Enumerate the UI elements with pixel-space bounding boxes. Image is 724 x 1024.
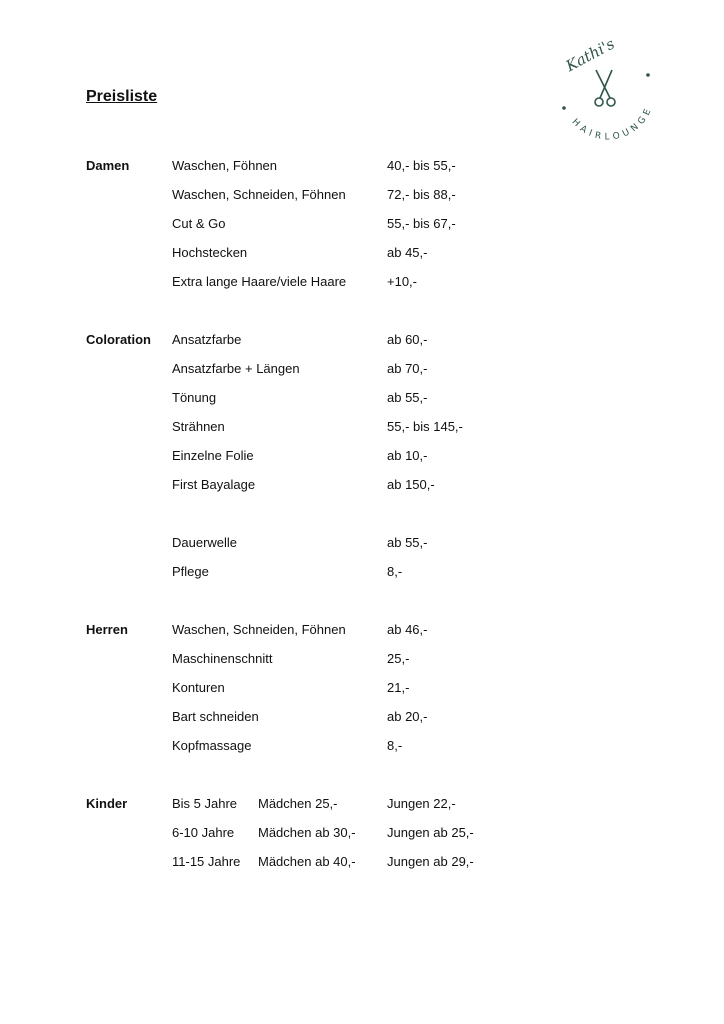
- category-label: Damen: [86, 158, 130, 173]
- service-name: Tönung: [172, 390, 217, 405]
- damen-row: [0, 243, 724, 263]
- category-label: Coloration: [86, 332, 151, 347]
- kathis-hairlounge-logo: [550, 30, 670, 150]
- service-name: Strähnen: [172, 419, 225, 434]
- service-name: Einzelne Folie: [172, 448, 254, 463]
- service-name: Waschen, Föhnen: [172, 158, 278, 173]
- kinder-row: [0, 852, 724, 872]
- service-price: ab 46,-: [387, 622, 428, 637]
- service-name: Cut & Go: [172, 216, 226, 231]
- service-price: 72,- bis 88,-: [387, 187, 456, 202]
- logo-script-text: Kathi's: [562, 34, 618, 76]
- service-price: ab 55,-: [387, 535, 428, 550]
- herren-row: [0, 678, 724, 698]
- category-label: Herren: [86, 622, 128, 637]
- service-name: Dauerwelle: [172, 535, 238, 550]
- service-price: ab 60,-: [387, 332, 428, 347]
- boys-price: Jungen ab 29,-: [387, 854, 474, 869]
- girls-price: Mädchen ab 40,-: [258, 854, 356, 869]
- service-price: ab 20,-: [387, 709, 428, 724]
- girls-price: Mädchen 25,-: [258, 796, 338, 811]
- herren-row: [0, 620, 724, 640]
- damen-row: [0, 272, 724, 292]
- other-service-row: [0, 533, 724, 553]
- herren-row: [0, 736, 724, 756]
- service-price: ab 55,-: [387, 390, 428, 405]
- service-name: Pflege: [172, 564, 209, 579]
- service-name: Bart schneiden: [172, 709, 259, 724]
- service-price: 55,- bis 145,-: [387, 419, 463, 434]
- service-price: 25,-: [387, 651, 410, 666]
- coloration-row: [0, 359, 724, 379]
- coloration-row: [0, 330, 724, 350]
- service-price: 40,- bis 55,-: [387, 158, 456, 173]
- other-service-row: [0, 562, 724, 582]
- scissors-icon: [595, 70, 615, 106]
- coloration-row: [0, 475, 724, 495]
- age-group: 11-15 Jahre: [172, 854, 241, 869]
- service-price: ab 70,-: [387, 361, 428, 376]
- damen-row: [0, 214, 724, 234]
- service-name: Ansatzfarbe: [172, 332, 242, 347]
- service-price: 55,- bis 67,-: [387, 216, 456, 231]
- service-name: First Bayalage: [172, 477, 256, 492]
- kinder-row: [0, 794, 724, 814]
- age-group: 6-10 Jahre: [172, 825, 235, 840]
- category-label: Kinder: [86, 796, 128, 811]
- logo-arc-text: HAIRLOUNGE: [569, 104, 655, 143]
- page-title: Preisliste: [86, 88, 158, 105]
- service-price: ab 150,-: [387, 477, 435, 492]
- girls-price: Mädchen ab 30,-: [258, 825, 356, 840]
- service-name: Maschinenschnitt: [172, 651, 273, 666]
- service-name: Extra lange Haare/viele Haare: [172, 274, 347, 289]
- service-price: 21,-: [387, 680, 410, 695]
- service-name: Ansatzfarbe + Längen: [172, 361, 300, 376]
- service-name: Konturen: [172, 680, 225, 695]
- service-name: Waschen, Schneiden, Föhnen: [172, 187, 346, 202]
- herren-row: [0, 707, 724, 727]
- coloration-row: [0, 417, 724, 437]
- damen-row: [0, 185, 724, 205]
- service-price: +10,-: [387, 274, 417, 289]
- service-name: Waschen, Schneiden, Föhnen: [172, 622, 346, 637]
- herren-row: [0, 649, 724, 669]
- coloration-row: [0, 388, 724, 408]
- kinder-row: [0, 823, 724, 843]
- service-price: ab 10,-: [387, 448, 428, 463]
- service-price: 8,-: [387, 564, 403, 579]
- boys-price: Jungen ab 25,-: [387, 825, 474, 840]
- service-name: Hochstecken: [172, 245, 248, 260]
- coloration-row: [0, 446, 724, 466]
- damen-row: [0, 156, 724, 176]
- service-price: ab 45,-: [387, 245, 428, 260]
- service-name: Kopfmassage: [172, 738, 252, 753]
- service-price: 8,-: [387, 738, 403, 753]
- boys-price: Jungen 22,-: [387, 796, 456, 811]
- age-group: Bis 5 Jahre: [172, 796, 238, 811]
